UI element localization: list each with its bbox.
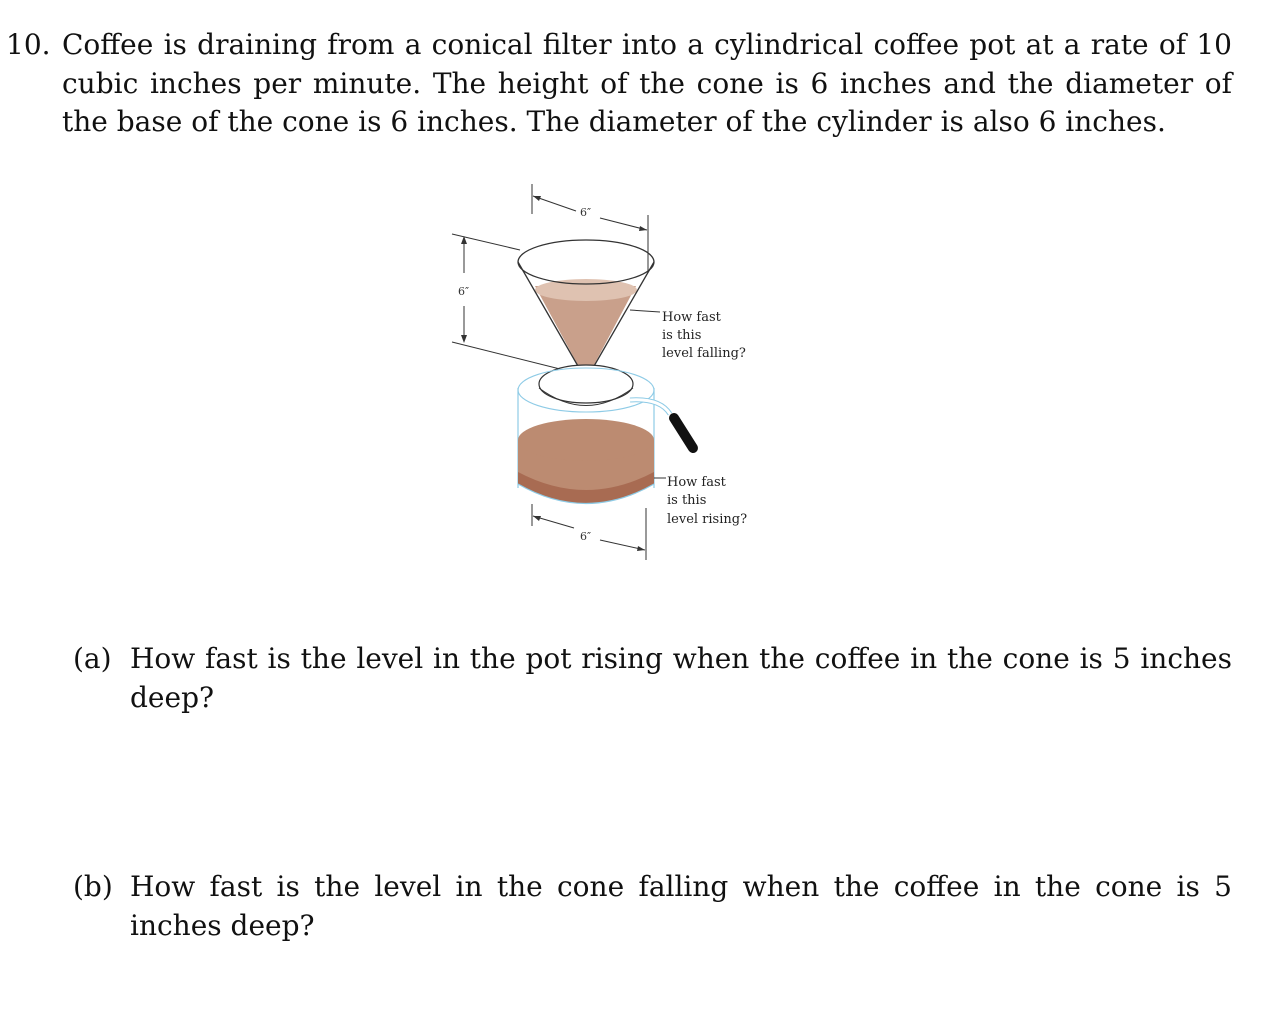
part-a (0, 640, 1232, 717)
dim-left-label: 6″ (458, 285, 470, 298)
pot-label-line-2: is this (667, 493, 707, 508)
part-a-text: How fast is the level in the pot rising when the coffee in the cone is 5 inches deep? (130, 642, 1232, 714)
cone-label-line-2: is this (662, 328, 702, 343)
coffee-filter-diagram (440, 178, 770, 568)
part-b-text: How fast is the level in the cone falling when the coffee in the cone is 5 inches deep? (130, 870, 1232, 942)
cone-label-line-1: How fast (662, 310, 721, 325)
cone-label-line-3: level falling? (662, 346, 746, 361)
pot-label-line-1: How fast (667, 475, 726, 490)
dim-bottom-label: 6″ (580, 530, 592, 543)
pot-label-line-3: level rising? (667, 512, 748, 527)
dim-top-label: 6″ (580, 206, 592, 219)
problem-text: Coffee is draining from a conical filter into a cylindrical coffee pot at a rate of 10 cubic inches per minute. The height of the cone is 6 inches and the diameter of the base of the cone is 6 inches. The diameter of the cylinder is also 6 inches. (62, 28, 1232, 138)
part-b (0, 868, 1232, 945)
problem-statement (0, 26, 1232, 142)
coffee-filter-figure (440, 178, 770, 568)
problem-number: 10. (6, 28, 51, 61)
part-b-label: (b) (73, 870, 113, 903)
part-a-label: (a) (73, 642, 112, 675)
